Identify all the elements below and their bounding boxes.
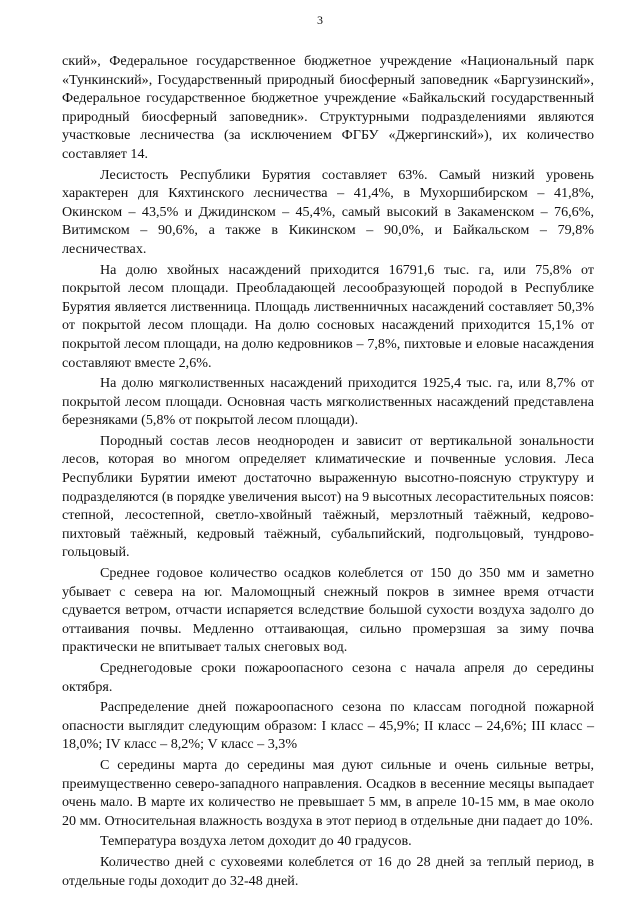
page-number: 3 bbox=[317, 13, 323, 27]
paragraph-continuation-reserves: ский», Федеральное государственное бюджетное учреждение «Национальный парк «Тункинский», Государственный природный биосферный заповедник «Баргузинский», Федеральное государственное бюджетное учреждение «Байкальский государственный природный биосферный заповедник». Структурными подразделениями являются участковые лесничества (за исключением ФГБУ «Джергинский»), их количество составляет 14. bbox=[62, 53, 594, 162]
paragraph-summer-temperature: Температура воздуха летом доходит до 40 градусов. bbox=[100, 833, 412, 850]
paragraph-soft-leaved: На долю мягколиственных насаждений приходится 1925,4 тыс. га, или 8,7% от покрытой лесом площади. Основная часть мягколиственных насаждений представлена березняками (5,8% от покрытой лесом площади). bbox=[62, 375, 594, 429]
body-text bbox=[62, 52, 594, 890]
paragraph-fire-season: Среднегодовые сроки пожароопасного сезона с начала апреля до середины октября. bbox=[62, 660, 594, 695]
paragraph-coniferous: На долю хвойных насаждений приходится 16791,6 тыс. га, или 75,8% от покрытой лесом площади. Преобладающей лесообразующей породой в Республике Бурятия является лиственница. Площадь лиственничных насаждений составляет 50,3% от покрытой лесом площади. На долю сосновых насаждений приходится 15,1% от покрытой лесом площади, на долю кедровников – 7,8%, пихтовые и еловые насаждения составляют вместе 2,6%. bbox=[62, 261, 594, 371]
paragraph-dry-winds: Количество дней с суховеями колеблется от 16 до 28 дней за теплый период, в отдельные годы доходит до 32-48 дней. bbox=[62, 853, 594, 889]
paragraph-spring-winds: С середины марта до середины мая дуют сильные и очень сильные ветры, преимущественно северо-западного направления. Осадков в весенние месяцы выпадает очень мало. В марте их количество не превышает 5 мм, в апреле 10-15 мм, в мае около 20 мм. Относительная влажность воздуха в этот период в отдельные дни падает до 10%. bbox=[62, 756, 594, 829]
paragraph-species-composition: Породный состав лесов неоднороден и зависит от вертикальной зональности лесов, которая во многом определяет климатические и почвенные условия. Леса Республики Бурятии имеют достаточно выраженную высотно-поясную структуру и подразделяются (в порядке увеличения высот) на 9 высотных лесорастительных поясов: степной, лесостепной, светло-хвойный таёжный, мерзлотный таёжный, кедрово-пихтовый таёжный, кедровый таёжный, субальпийский, подгольцовый, тундрово-гольцовый. bbox=[62, 432, 594, 561]
paragraph-fire-classes: Распределение дней пожароопасного сезона по классам погодной пожарной опасности выглядит следующим образом: I класс – 45,9%; II класс – 24,6%; III класс – 18,0%; IV класс – 8,2%; V класс – 3,3% bbox=[62, 699, 594, 753]
paragraph-forest-cover: Лесистость Республики Бурятия составляет 63%. Самый низкий уровень характерен для Кяхтинского лесничества – 41,4%, в Мухоршибирском – 41,8%, Окинском – 43,5% и Джидинском – 45,4%, самый высокий в Закаменском – 76,6%, Витимском – 90,6%, а также в Кикинском – 90,0%, и Байкальском – 79,8% лесничествах. bbox=[62, 166, 594, 257]
paragraph-precipitation: Среднее годовое количество осадков колеблется от 150 до 350 мм и заметно убывает с севера на юг. Маломощный снежный покров в зимнее время отчасти сдувается ветром, отчасти испаряется вследствие большой сухости воздуха задолго до оттаивания почвы. Медленно оттаивающая, сильно промерзшая за зиму почва практически не впитывает талых снеговых вод. bbox=[62, 565, 594, 656]
